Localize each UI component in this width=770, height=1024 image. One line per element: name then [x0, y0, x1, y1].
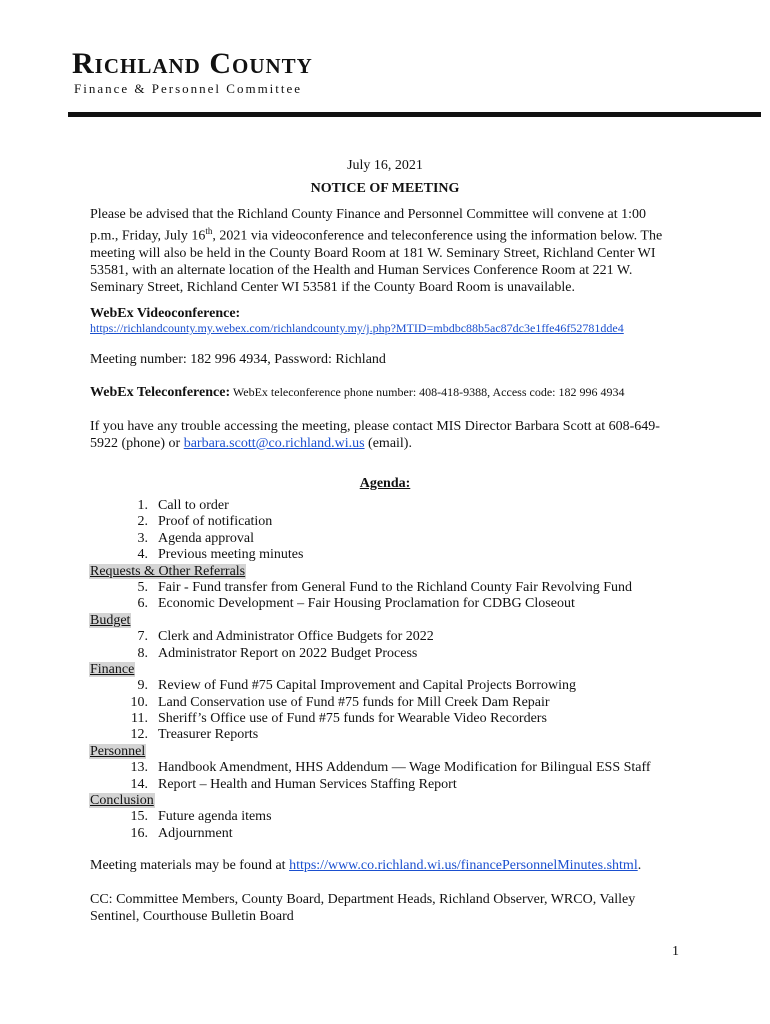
agenda-item-text: Land Conservation use of Fund #75 funds for Mill Creek Dam Repair [158, 694, 550, 710]
agenda-list [90, 498, 710, 842]
agenda-item-text: Review of Fund #75 Capital Improvement and Capital Projects Borrowing [158, 678, 576, 694]
webex-video-link-row [90, 320, 665, 336]
agenda-item [90, 678, 710, 694]
agenda-item-text: Handbook Amendment, HHS Addendum — Wage Modification for Bilingual ESS Staff [158, 760, 651, 776]
agenda-item [90, 514, 710, 530]
agenda-item-number: 4. [137, 547, 148, 563]
agenda-item-number: 13. [130, 760, 148, 776]
webex-tele-info: WebEx teleconference phone number: 408-418-9388, Access code: 182 996 4934 [230, 385, 625, 399]
contact-email-link[interactable]: barbara.scott@co.richland.wi.us [183, 436, 365, 451]
materials-paragraph [90, 857, 665, 874]
agenda-item-number: 5. [137, 579, 148, 595]
notice-title: NOTICE OF MEETING [310, 181, 460, 196]
agenda-item-text: Call to order [158, 498, 229, 513]
intro-text-end: , 2021 via videoconference and teleconference using the information below. The meeting will also be held in the County Board Room at 181 W. Seminary Street, Richland Center WI 53581, with an alternate location of the Health and Human Services Conference Room at 221 W. Seminary Street, Richland Center WI 53581 if the County Board Room is unavailable. [90, 228, 663, 295]
agenda-item-text: Fair - Fund transfer from General Fund to the Richland County Fair Revolving Fund [158, 579, 632, 595]
agenda-item [90, 646, 710, 662]
agenda-section-heading [89, 662, 710, 678]
agenda-section-heading [89, 793, 710, 809]
agenda-item [90, 547, 710, 563]
agenda-item-text: Treasurer Reports [158, 727, 259, 743]
agenda-item [90, 777, 710, 793]
contact-paragraph [90, 418, 665, 452]
agenda-item-text: Agenda approval [158, 530, 255, 546]
agenda-section-label: Personnel [90, 743, 146, 759]
agenda-section-label: Conclusion [90, 793, 154, 809]
agenda-section-heading [89, 613, 710, 629]
agenda-section-label: Budget [90, 612, 131, 628]
agenda-heading [0, 476, 770, 492]
agenda-section-heading [89, 564, 710, 580]
agenda-item [90, 695, 710, 711]
agenda-section-heading [89, 744, 710, 760]
agenda-item [90, 498, 710, 514]
agenda-item [90, 826, 710, 842]
agenda-item-number: 11. [131, 711, 148, 727]
agenda-item-number: 3. [137, 530, 148, 546]
materials-text: Meeting materials may be found at [90, 858, 290, 873]
meeting-date: July 16, 2021 [347, 158, 423, 173]
webex-video-link[interactable]: https://richlandcounty.my.webex.com/richlandcounty.my/j.php?MTID=mbdbc88b5ac87dc3e1ffe46f52781dde4 [90, 321, 624, 335]
agenda-item-number: 8. [137, 645, 148, 661]
intro-superscript: th [205, 226, 213, 236]
agenda-item-text: Future agenda items [158, 809, 272, 825]
agenda-item [90, 760, 710, 776]
agenda-item [90, 596, 710, 612]
agenda-item-number: 6. [137, 596, 148, 612]
agenda-item-number: 10. [130, 694, 148, 710]
agenda-item-text: Proof of notification [158, 514, 273, 530]
agenda-section-label: Requests & Other Referrals [90, 563, 246, 579]
committee-name: Finance & Personnel Committee [74, 81, 303, 96]
county-title: Richland County [72, 47, 313, 80]
agenda-item [90, 711, 710, 727]
materials-text-end: . [637, 858, 642, 873]
agenda-item-number: 15. [130, 809, 148, 825]
agenda-item-text: Sheriff’s Office use of Fund #75 funds for Wearable Video Recorders [158, 711, 547, 727]
meeting-number: Meeting number: 182 996 4934, Password: Richland [90, 352, 386, 367]
agenda-item [90, 809, 710, 825]
agenda-item-number: 9. [137, 678, 148, 694]
agenda-item [90, 580, 710, 596]
agenda-item-text: Economic Development – Fair Housing Proclamation for CDBG Closeout [158, 596, 575, 612]
agenda-item-number: 1. [137, 498, 148, 513]
agenda-item-text: Adjournment [158, 825, 233, 841]
agenda-item-text: Clerk and Administrator Office Budgets for 2022 [158, 629, 434, 645]
intro-text-start: Please be advised that the Richland County Finance and Personnel Committee will convene at 1:00 p.m., Friday, July 16 [90, 207, 646, 244]
agenda-item [90, 531, 710, 547]
webex-video-label: WebEx Videoconference: [90, 306, 241, 321]
agenda-item [90, 727, 710, 743]
webex-tele-label: WebEx Teleconference: [90, 385, 231, 400]
materials-link[interactable]: https://www.co.richland.wi.us/financePersonnelMinutes.shtml [289, 858, 638, 873]
webex-teleconference [90, 384, 665, 401]
agenda-item [90, 629, 710, 645]
agenda-item-number: 12. [130, 727, 148, 743]
page-number: 1 [672, 944, 679, 959]
agenda-item-text: Report – Health and Human Services Staffing Report [158, 776, 457, 792]
agenda-item-number: 2. [137, 514, 148, 530]
agenda-heading-text: Agenda: [359, 476, 411, 491]
agenda-item-text: Previous meeting minutes [158, 547, 304, 563]
agenda-item-text: Administrator Report on 2022 Budget Process [158, 645, 418, 661]
agenda-section-label: Finance [90, 661, 135, 677]
contact-text-start: If you have any trouble accessing the meeting, please contact MIS Director Barbara Scott at 608-649-5922 (phone) or [90, 419, 660, 451]
agenda-item-number: 7. [137, 629, 148, 645]
agenda-item-number: 14. [130, 776, 148, 792]
cc-list: CC: Committee Members, County Board, Department Heads, Richland Observer, WRCO, Valley Sentinel, Courthouse Bulletin Board [90, 892, 636, 924]
agenda-item-number: 16. [130, 825, 148, 841]
header-rule [68, 112, 761, 117]
contact-text-end: (email). [364, 436, 412, 451]
intro-paragraph [90, 206, 665, 296]
